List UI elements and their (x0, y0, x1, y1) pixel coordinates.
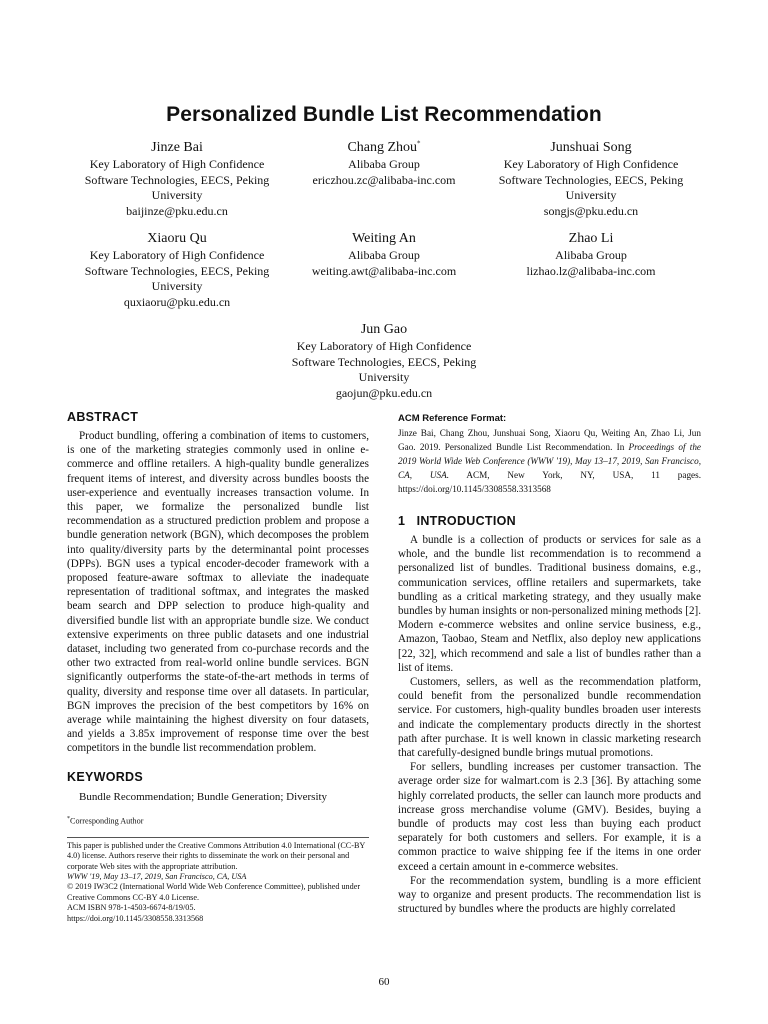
author-email: gaojun@pku.edu.cn (335, 385, 433, 400)
author-block-6 (481, 230, 701, 279)
author-affiliation: University (565, 188, 617, 203)
author-affiliation: Software Technologies, EECS, Peking (84, 172, 270, 187)
author-name: Jun Gao (360, 322, 408, 337)
copyright-note: © 2019 IW3C2 (International World Wide Web Conference Committee), published under Creative Commons CC-BY 4.0 License. (67, 882, 361, 902)
intro-paragraph: Customers, sellers, as well as the recommendation platform, could benefit from the personalized bundle recommendation service. For customers, high-quality bundles broaden user interests and indicate the complementary products directly in the shortest path after purchase. It is well known in classic marketing research that carefully-designed bundle brings mutual promotions. (398, 676, 701, 760)
author-block-2 (274, 139, 494, 188)
author-block-5 (274, 230, 494, 279)
author-name: Weiting An (352, 231, 416, 246)
author-name: Zhao Li (568, 231, 614, 246)
author-affiliation: Key Laboratory of High Confidence (503, 157, 679, 171)
intro-paragraph: For sellers, bundling increases per customer transaction. The average order size for walmart.com is 2.3 [36]. By attaching some highly correlated products, the seller can launch more products and increase gross merchandise volume (GMV). Besides, buying a bundle of products may cost less than buying each product separately for both customers and sellers. For example, it is a common practice to waive shipping fee if the items in one order exceed a certain amount in e-commerce websites. (398, 761, 701, 873)
author-affiliation: University (151, 188, 203, 203)
author-affiliation: Key Laboratory of High Confidence (89, 248, 265, 262)
author-block-3 (481, 139, 701, 219)
author-affiliation: Software Technologies, EECS, Peking (84, 263, 270, 278)
license-note: This paper is published under the Creative Commons Attribution 4.0 International (CC-BY 4.0) license. Authors reserve their rights to disseminate the work on their personal and corporate Web sites with the appropriate attribution. (67, 840, 366, 871)
abstract-heading: ABSTRACT (67, 410, 139, 424)
footnote-rule (67, 837, 369, 838)
author-affiliation: Alibaba Group (555, 248, 627, 262)
corresponding-mark: * (417, 139, 421, 148)
doi-link[interactable]: https://doi.org/10.1145/3308558.3313568 (67, 913, 204, 923)
author-email: lizhao.lz@alibaba-inc.com (526, 263, 656, 278)
author-name: Xiaoru Qu (147, 231, 207, 246)
author-affiliation: Software Technologies, EECS, Peking (498, 172, 684, 187)
author-affiliation: Alibaba Group (348, 248, 420, 262)
intro-paragraph: For the recommendation system, bundling is a more efficient way to organize and present products. The recommendation list is structured by bundles where the products are highly correlated (398, 874, 701, 916)
acm-reference-heading: ACM Reference Format: (398, 413, 507, 424)
page-number: 60 (378, 976, 390, 988)
paper-title: Personalized Bundle List Recommendation (166, 103, 602, 126)
corresponding-footnote: *Corresponding Author (67, 815, 144, 826)
conference-note: WWW '19, May 13–17, 2019, San Francisco, CA, USA (67, 872, 247, 882)
author-email: weiting.awt@alibaba-inc.com (311, 263, 457, 278)
author-name: Junshuai Song (550, 140, 632, 155)
acm-reference-text: Jinze Bai, Chang Zhou, Junshuai Song, Xiaoru Qu, Weiting An, Zhao Li, Jun Gao. 2019. Personalized Bundle List Recommendation. In Proceedings of the 2019 World Wide Web Conference (WWW '19), May 13–17, 2019, San Francisco, CA, USA. ACM, New York, NY, USA, 11 pages. https://doi.org/10.1145/3308558.3313568 (398, 428, 701, 494)
author-email: songjs@pku.edu.cn (543, 203, 639, 218)
intro-paragraph: A bundle is a collection of products or services for sale as a whole, and the bundle list recommendation is to recommend a personalized list of bundles. Traditional business domains, e.g., communication services, offline retailers and supermarkets, take bundling as a critical marketing strategy, and they usually make bundles by human insights or non-personalized mining methods [2]. Modern e-commerce websites and online service business, e.g., Amazon, Taobao, Steam and Netflix, also deploy new applications [22, 32], which recommend and sale a list of bundles rather than a list of items. (398, 534, 701, 674)
author-affiliation: University (151, 279, 203, 294)
keywords-heading: KEYWORDS (67, 769, 144, 784)
isbn-note: ACM ISBN 978-1-4503-6674-8/19/05. (67, 903, 196, 913)
author-name: Chang Zhou* (347, 139, 421, 155)
author-affiliation: University (358, 370, 410, 385)
right-column (398, 410, 701, 916)
introduction-heading: 1 INTRODUCTION (398, 514, 516, 528)
author-affiliation: Software Technologies, EECS, Peking (291, 354, 477, 369)
author-affiliation: Alibaba Group (348, 157, 420, 171)
abstract-text: Product bundling, offering a combination of items to customers, is one of the marketing strategies commonly used in online e-commerce and offline retailers. A high-quality bundle generalizes frequent items of interest, and diversity across bundles boosts the user-experience and eventually increases transaction volume. In this paper, we formalize the personalized bundle list recommendation as a structured prediction problem and propose a bundle generation network (BGN), which decomposes the problem into quality/diversity parts by the determinantal point processes (DPPs). BGN uses a typical encoder-decoder framework with a proposed feature-aware softmax to alleviate the inadequate representation of traditional softmax, and integrates the masked beam search and DPP selection to produce high-quality and diversified bundle list with an appropriate bundle size. We conduct extensive experiments on three public datasets and one industrial dataset, including two generated from co-purchase records and the other two extracted from real-world online bundle services. BGN significantly outperforms the state-of-the-art methods in terms of quality, diversity and response time over all datasets. In particular, BGN improves the precision of the best competitors by 16% on average while maintaining the highest diversity on four datasets, and yields a 3.85x improvement of response time over the best competitors in the bundle list recommendation problem. (67, 430, 369, 755)
author-name: Jinze Bai (151, 140, 203, 155)
left-column (67, 410, 369, 924)
author-block-7 (274, 321, 494, 401)
author-affiliation: Key Laboratory of High Confidence (89, 157, 265, 171)
author-block-4 (67, 230, 287, 310)
author-email: quxiaoru@pku.edu.cn (123, 294, 231, 309)
author-email: baijinze@pku.edu.cn (126, 203, 228, 218)
author-block-1 (67, 139, 287, 219)
keywords-text: Bundle Recommendation; Bundle Generation; Diversity (79, 790, 328, 803)
author-affiliation: Key Laboratory of High Confidence (296, 339, 472, 353)
author-email: ericzhou.zc@alibaba-inc.com (312, 172, 456, 187)
